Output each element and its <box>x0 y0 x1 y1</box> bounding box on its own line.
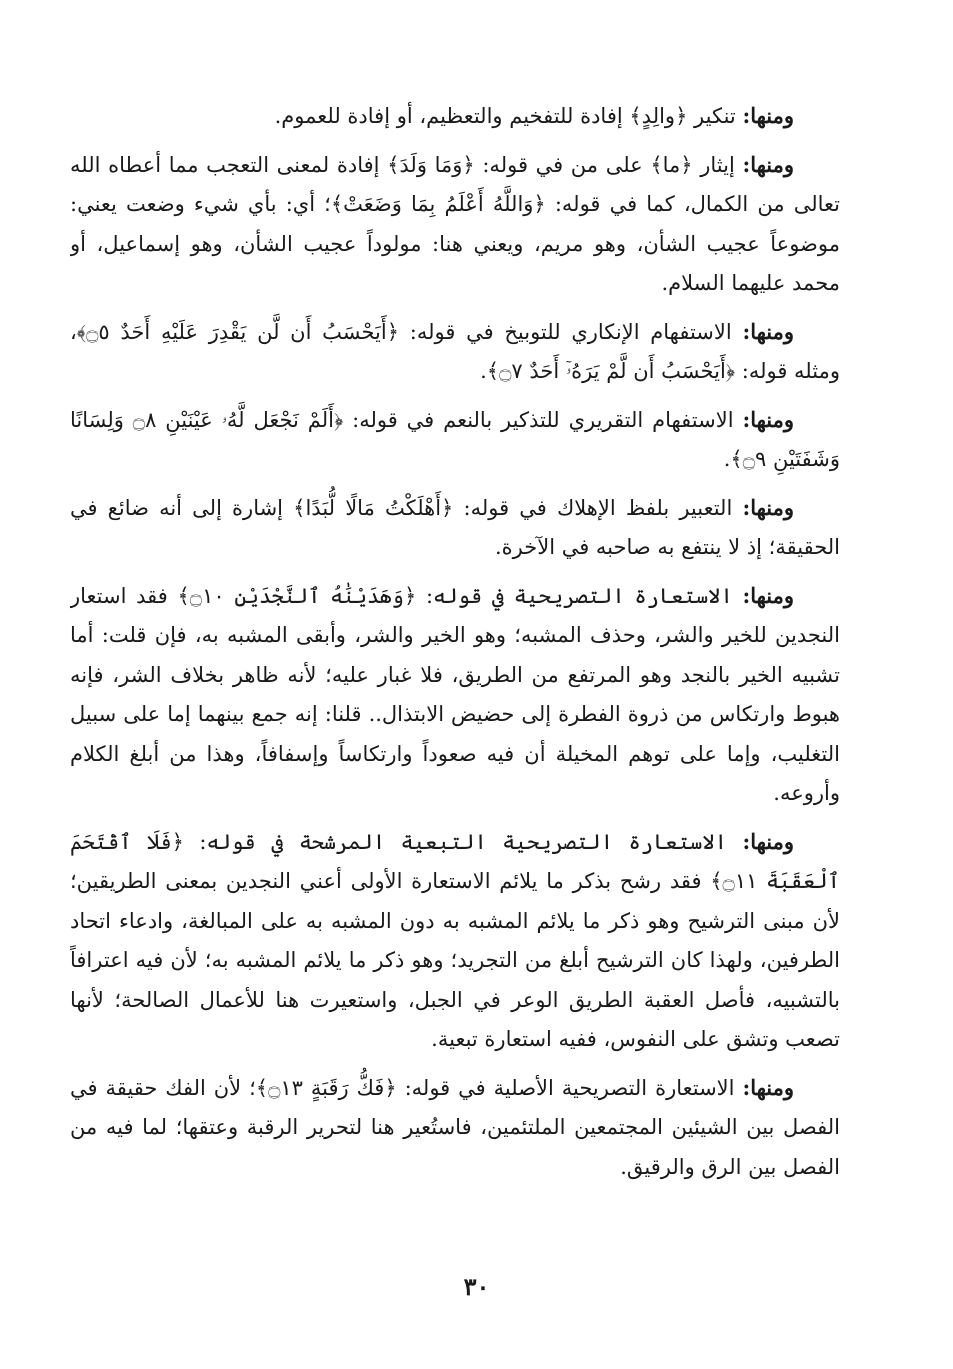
paragraph-text: الاستفهام الإنكاري للتوبيخ في قوله: ﴿أَيَحْسَبُ أَن لَّن يَقْدِرَ عَلَيْهِ أَحَدٌ ۝٥﴾، ومثله قوله: ﴿أَيَحْسَبُ أَن لَّمْ يَرَهُۥٓ أَحَدٌ ۝٧﴾. <box>70 319 840 383</box>
paragraph-lead: ومنها: <box>742 582 794 608</box>
paragraph-lead: ومنها: <box>742 103 794 128</box>
paragraph-lead: ومنها: <box>742 1074 795 1100</box>
paragraph-lead: ومنها: <box>742 494 794 520</box>
paragraph-1 <box>70 96 840 137</box>
paragraph-text: الاستفهام التقريري للتذكير بالنعم في قوله: ﴿أَلَمْ نَجْعَل لَّهُۥ عَيْنَيْنِ ۝٨ وَلِسَانًا وَشَفَتَيْنِ ۝٩﴾. <box>70 407 840 471</box>
paragraph-text: تنكير ﴿والِدٍ﴾ إفادة للتفخيم والتعظيم، أو إفادة للعموم. <box>274 104 743 128</box>
paragraph-text: الاستعارة التصريحية الأصلية في قوله: ﴿فَكُّ رَقَبَةٍ ۝١٣﴾؛ لأن الفك حقيقة في الفصل بين الشيئين المجتمعين الملتئمين، فاستُعير هنا لتحرير الرقبة وعتقها؛ لما فيه من الفصل بين الرق والرقيق. <box>70 1075 840 1179</box>
paragraph-text: الاستعارة التصريحية في قوله: ﴿وَهَدَيْنَٰهُ ٱلنَّجْدَيْنِ ۝١٠﴾ فقد استعار النجدين للخير والشر، وحذف المشبه؛ وهو الخير والشر، وأبقى المشبه به، فإن قلت: أما تشبيه الخير بالنجد وهو المرتفع من الطريق، فلا غبار عليه؛ لأنه ظاهر بخلاف الشر، فإنه هبوط وارتكاس من ذروة الفطرة إلى حضيض الابتذال.. قلنا: إنه جمع بينهما إما على سبيل التغليب، وإما على توهم المخيلة أن فيه صعوداً وارتكاساً وإسفافاً، وهذا من أبلغ الكلام وأروعه. <box>70 583 840 805</box>
paragraph-5 <box>70 488 840 568</box>
paragraph-lead: ومنها: <box>742 828 794 854</box>
paragraph-7 <box>70 822 840 1060</box>
paragraph-lead: ومنها: <box>742 318 794 344</box>
paragraph-text: إيثار ﴿ما﴾ على من في قوله: ﴿وَمَا وَلَدَ﴾ إفادة لمعنى التعجب مما أعطاه الله تعالى من الكمال، كما في قوله: ﴿وَاللَّهُ أَعْلَمُ بِمَا وَضَعَتْ﴾؛ أي: بأي شيء وضعت يعني: موضوعاً عجيب الشأن، وهو مريم، ويعني هنا: مولوداً عجيب الشأن، وهو إسماعيل، أو محمد عليهما السلام. <box>70 152 840 295</box>
paragraph-lead: ومنها: <box>742 151 794 177</box>
paragraph-8 <box>70 1068 840 1188</box>
paragraph-text: التعبير بلفظ الإهلاك في قوله: ﴿أَهْلَكْتُ مَالًا لُّبَدًا﴾ إشارة إلى أنه ضائع في الحقيقة؛ إذ لا ينتفع به صاحبه في الآخرة. <box>70 495 840 559</box>
paragraph-4 <box>70 400 840 480</box>
paragraph-3 <box>70 312 840 392</box>
paragraph-text: الاستعارة التصريحية التبعية المرشحة في قوله: ﴿فَلَا ٱقْتَحَمَ ٱلْعَقَبَةَ ۝١١﴾ فقد رشح بذكر ما يلائم الاستعارة الأولى أعني النجدين بمعنى الطريقين؛ لأن مبنى الترشيح وهو ذكر ما يلائم المشبه به دون المشبه به على المبالغة، وادعاء اتحاد الطرفين، ولهذا كان الترشيح أبلغ من التجريد؛ وهو ذكر ما يلائم المشبه به؛ لأن فيه اعترافاً بالتشبيه، فأصل العقبة الطريق الوعر في الجبل، واستعيرت هنا للأعمال الصالحة؛ لأنها تصعب وتشق على النفوس، ففيه استعارة تبعية. <box>70 829 840 1051</box>
paragraph-6 <box>70 576 840 814</box>
paragraph-lead: ومنها: <box>742 406 794 432</box>
paragraph-2 <box>70 145 840 304</box>
page-body <box>70 96 840 1296</box>
page-number: ٣٠ <box>463 1272 490 1301</box>
